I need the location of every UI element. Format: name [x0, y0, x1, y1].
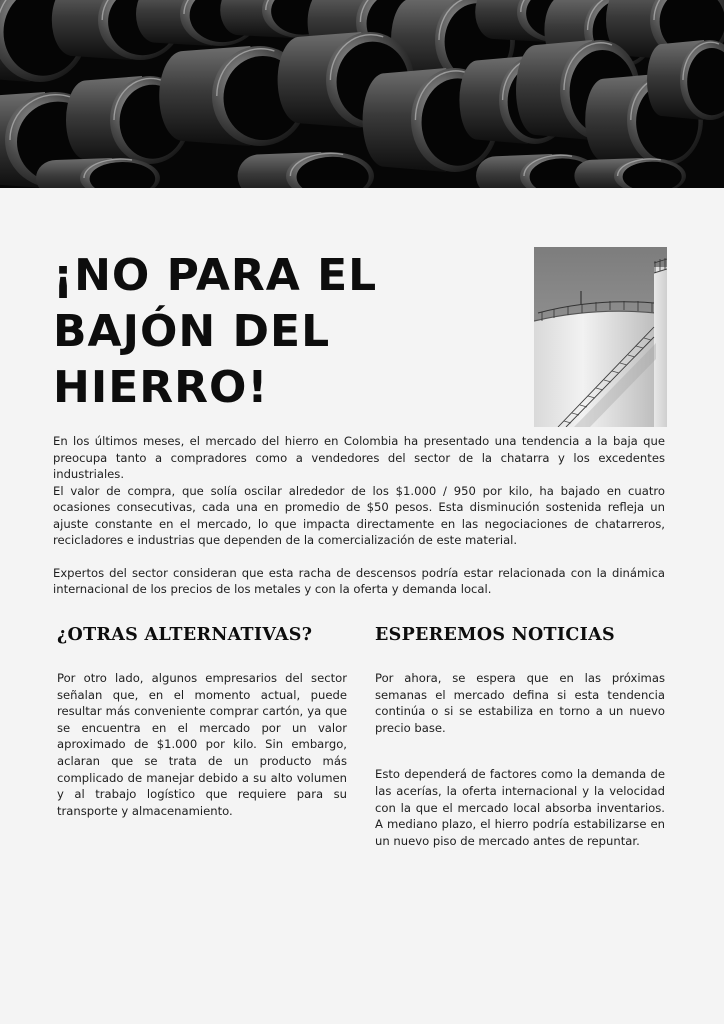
intro-paragraph-1: En los últimos meses, el mercado del hierro en Colombia ha presentado una tendencia a la baja que preocupa tanto a compradores como a vendedores del sector de la chatarra y los excedentes industriales. [53, 434, 665, 481]
title-line-3: HIERRO! [53, 362, 269, 413]
title-line-2: BAJÓN DEL [53, 306, 331, 357]
news-paragraph-2: Esto dependerá de factores como la demanda de las acerías, la oferta internacional y la velocidad con la que el mercado local absorba inventarios. A mediano plazo, el hierro podría estabilizarse en un nuevo piso de mercado antes de repuntar. [375, 767, 665, 848]
intro-paragraph-2: El valor de compra, que solía oscilar alrededor de los $1.000 / 950 por kilo, ha bajado en cuatro ocasiones consecutivas, cada una en promedio de $50 pesos. Esta disminución sostenida refleja un ajuste constante en el mercado, lo que impacta directamente en las negociaciones de chatarreros, recicladores e industrias que dependen de la comercialización de este material. [53, 483, 665, 547]
alternatives-section [57, 624, 347, 819]
intro-text [53, 433, 665, 598]
silo-tank-image [534, 247, 667, 427]
news-heading: ESPEREMOS NOTICIAS [375, 625, 615, 645]
hero-pipes-image [0, 0, 724, 188]
alternatives-paragraph: Por otro lado, algunos empresarios del sector señalan que, en el momento actual, puede resultar más conveniente comprar cartón, ya que se encuentra en el mercado por un valor aproximado de $1.000 por kilo. Sin embargo, aclaran que se trata de un producto más complicado de manejar debido a su alto volumen y al trabajo logístico que requiere para su transporte y almacenamiento. [57, 671, 347, 818]
page-title [53, 248, 473, 416]
news-paragraph-1: Por ahora, se espera que en las próximas semanas el mercado defina si esta tendencia continúa o si se estabiliza en torno a un nuevo precio base. [375, 671, 665, 735]
news-section [375, 624, 665, 849]
title-line-1: ¡NO PARA EL [53, 250, 378, 301]
intro-paragraph-3: Expertos del sector consideran que esta racha de descensos podría estar relacionada con la dinámica internacional de los precios de los metales y con la oferta y demanda local. [53, 565, 665, 596]
alternatives-heading: ¿OTRAS ALTERNATIVAS? [57, 625, 313, 645]
